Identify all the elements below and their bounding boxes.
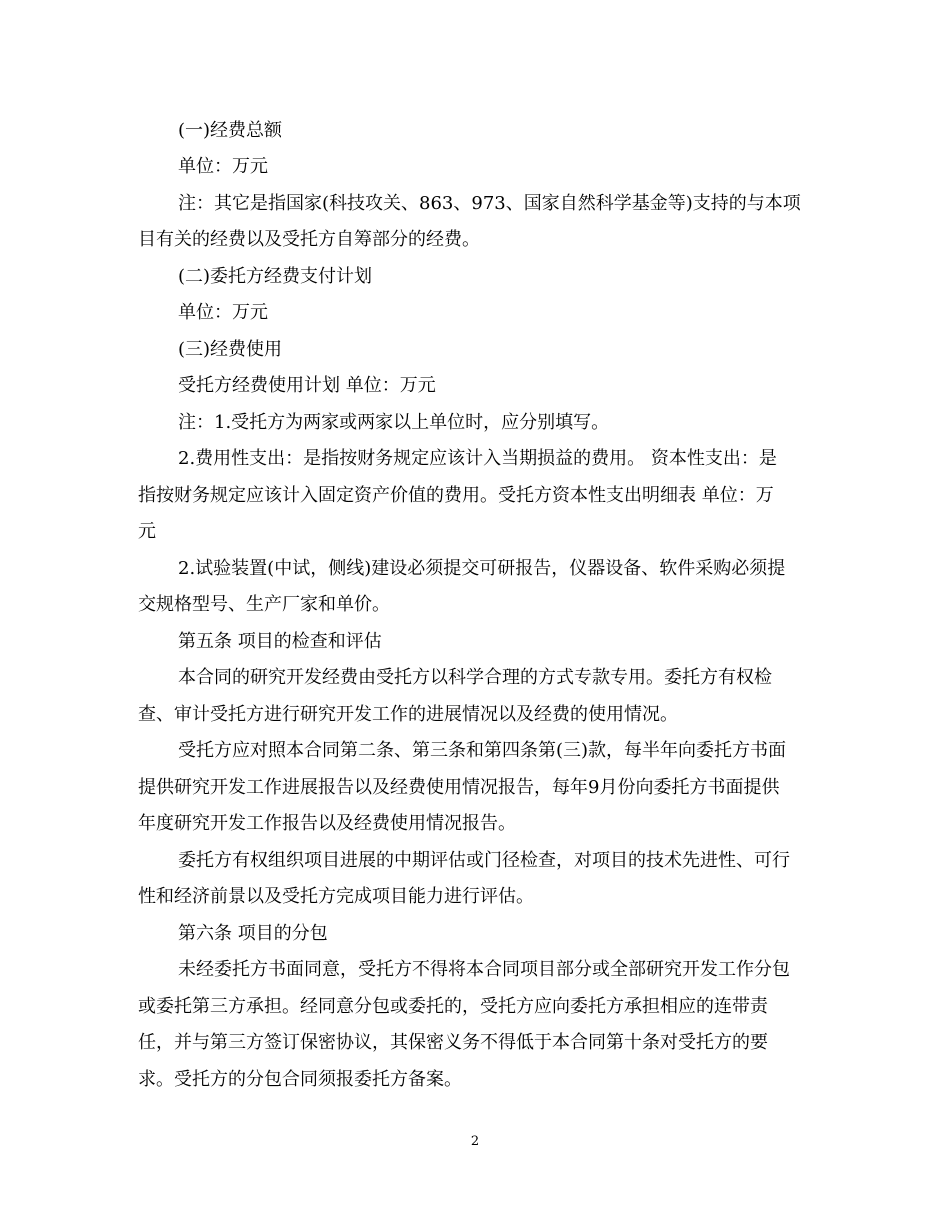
usage-plan-line: 受托方经费使用计划 单位：万元 [178, 375, 436, 396]
paragraph-line: 2.费用性支出：是指按财务规定应该计入当期损益的费用。 资本性支出：是 [178, 448, 777, 469]
note-line: 注：1.受托方为两家或两家以上单位时，应分别填写。 [178, 412, 610, 433]
unit-line: 单位：万元 [178, 156, 268, 177]
paragraph-line: 交规格型号、生产厂家和单价。 [138, 594, 390, 615]
paragraph-line: 求。受托方的分包合同须报委托方备案。 [138, 1069, 462, 1090]
paragraph-line: 提供研究开发工作进展报告以及经费使用情况报告，每年9月份向委托方书面提供 [138, 777, 780, 798]
paragraph-line: 委托方有权组织项目进展的中期评估或门径检查，对项目的技术先进性、可行 [178, 850, 790, 871]
section-heading-total-funds: (一)经费总额 [178, 120, 283, 141]
article-heading-6: 第六条 项目的分包 [178, 923, 328, 944]
article-heading-5: 第五条 项目的检查和评估 [178, 631, 382, 652]
section-heading-payment-plan: (二)委托方经费支付计划 [178, 266, 373, 287]
section-heading-fund-usage: (三)经费使用 [178, 339, 283, 360]
paragraph-line: 任，并与第三方签订保密协议，其保密义务不得低于本合同第十条对受托方的要 [138, 1032, 768, 1053]
paragraph-line: 受托方应对照本合同第二条、第三条和第四条第(三)款，每半年向委托方书面 [178, 740, 787, 761]
paragraph-line: 指按财务规定应该计入固定资产价值的费用。受托方资本性支出明细表 单位：万 [138, 485, 774, 506]
note-line: 目有关的经费以及受托方自筹部分的经费。 [138, 229, 480, 250]
paragraph-line: 年度研究开发工作报告以及经费使用情况报告。 [138, 813, 516, 834]
paragraph-line: 或委托第三方承担。经同意分包或委托的，受托方应向委托方承担相应的连带责 [138, 996, 768, 1017]
unit-line: 单位：万元 [178, 302, 268, 323]
paragraph-line: 未经委托方书面同意，受托方不得将本合同项目部分或全部研究开发工作分包 [178, 959, 790, 980]
paragraph-line: 2.试验装置(中试，侧线)建设必须提交可研报告，仪器设备、软件采购必须提 [178, 558, 786, 579]
paragraph-line: 本合同的研究开发经费由受托方以科学合理的方式专款专用。委托方有权检 [178, 667, 772, 688]
paragraph-line: 元 [138, 521, 156, 542]
page-number: 2 [470, 1134, 480, 1149]
paragraph-line: 查、审计受托方进行研究开发工作的进展情况以及经费的使用情况。 [138, 704, 678, 725]
note-line: 注：其它是指国家(科技攻关、863、973、国家自然科学基金等)支持的与本项 [178, 193, 801, 214]
paragraph-line: 性和经济前景以及受托方完成项目能力进行评估。 [138, 886, 534, 907]
